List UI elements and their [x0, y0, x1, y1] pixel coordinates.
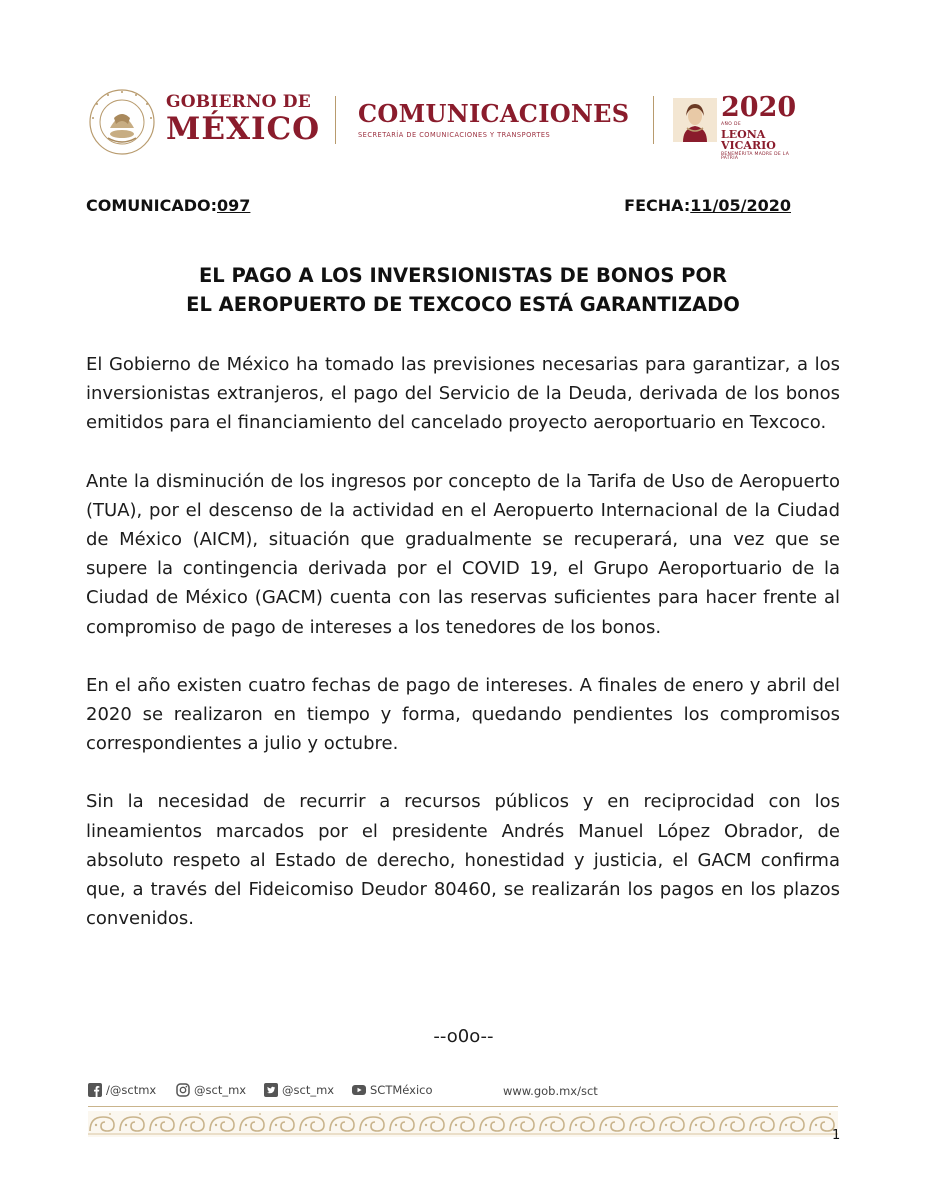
- closing-mark: --o0o--: [433, 1026, 494, 1047]
- page-number: 1: [832, 1128, 841, 1143]
- fecha-value: 11/05/2020: [690, 196, 791, 215]
- sct-subtitle: SECRETARÍA DE COMUNICACIONES Y TRANSPORTES: [358, 131, 551, 139]
- fecha: [624, 196, 791, 215]
- twitter-icon: [264, 1083, 278, 1097]
- instagram-icon: [176, 1083, 190, 1097]
- year-caption: AÑO DE: [721, 122, 742, 127]
- youtube-handle: SCTMéxico: [370, 1083, 433, 1097]
- logo-line-1: GOBIERNO DE: [166, 92, 311, 112]
- header-divider: [335, 96, 336, 144]
- footer-divider: [88, 1106, 838, 1107]
- leona-vicario-portrait-icon: [673, 98, 717, 142]
- title-line-2: EL AEROPUERTO DE TEXCOCO ESTÁ GARANTIZADO: [186, 293, 740, 316]
- paragraph: El Gobierno de México ha tomado las previsiones necesarias para garantizar, a los inversionistas extranjeros, el pago del Servicio de la Deuda, derivada de los bonos emitidos para el financiamiento del cancelado proyecto aeroportuario en Texcoco.: [86, 354, 840, 434]
- gobierno-de-mexico-logo: [166, 94, 320, 145]
- logo-line-2: MÉXICO: [166, 111, 321, 147]
- paragraph: Ante la disminución de los ingresos por concepto de la Tarifa de Uso de Aeropuerto (TUA), por el descenso de la actividad en el Aeropuerto Internacional de la Ciudad de México (AICM), situación que gradualmente se recuperará, una vez que se supere la contingencia derivada por el COVID 19, el Grupo Aeroportuario de la Ciudad de México (GACM) cuenta con las reservas suficientes para hacer frente al compromiso de pago de intereses a los tenedores de los bonos.: [86, 470, 840, 638]
- twitter-handle: @sct_mx: [282, 1083, 335, 1097]
- facebook-link[interactable]: [88, 1083, 156, 1097]
- header-divider: [653, 96, 654, 144]
- national-seal-icon: [88, 88, 156, 156]
- leona-subtitle: BENEMÉRITA MADRE DE LA PATRIA: [721, 151, 790, 161]
- instagram-link[interactable]: [176, 1083, 246, 1097]
- fecha-label: FECHA:: [624, 196, 691, 215]
- instagram-handle: @sct_mx: [194, 1083, 247, 1097]
- greca-pattern-icon: [88, 1111, 838, 1137]
- leona-vicario-name: LEONA VICARIO: [721, 127, 776, 152]
- paragraph: En el año existen cuatro fechas de pago de intereses. A finales de enero y abril del 2020 se realizaron en tiempo y forma, quedando pendientes los compromisos correspondientes a julio y octubre.: [86, 674, 840, 755]
- leona-vicario-logo: [721, 94, 808, 162]
- youtube-link[interactable]: [352, 1083, 433, 1097]
- year-2020: 2020: [721, 92, 797, 123]
- letterhead: [88, 88, 808, 161]
- title-line-1: EL PAGO A LOS INVERSIONISTAS DE BONOS POR: [198, 264, 728, 287]
- facebook-icon: [88, 1083, 102, 1097]
- sct-logo: [358, 99, 630, 139]
- comunicado-number: [86, 196, 250, 215]
- sct-title: COMUNICACIONES: [358, 99, 630, 128]
- social-links: [88, 1083, 848, 1101]
- youtube-icon: [352, 1083, 366, 1097]
- website-link[interactable]: www.gob.mx/sct: [503, 1084, 598, 1098]
- facebook-handle: /@sctmx: [106, 1083, 157, 1097]
- press-release-title: [86, 261, 840, 319]
- comunicado-value: 097: [217, 196, 251, 215]
- twitter-link[interactable]: [264, 1083, 334, 1097]
- paragraph: Sin la necesidad de recurrir a recursos públicos y en reciprocidad con los lineamientos marcados por el presidente Andrés Manuel López Obrador, de absoluto respeto al Estado de derecho, honestidad y justicia, el GACM confirma que, a través del Fideicomiso Deudor 80460, se realizarán los pagos en los plazos convenidos.: [86, 791, 840, 930]
- press-release-body: [86, 350, 840, 962]
- comunicado-label: COMUNICADO:: [86, 196, 218, 215]
